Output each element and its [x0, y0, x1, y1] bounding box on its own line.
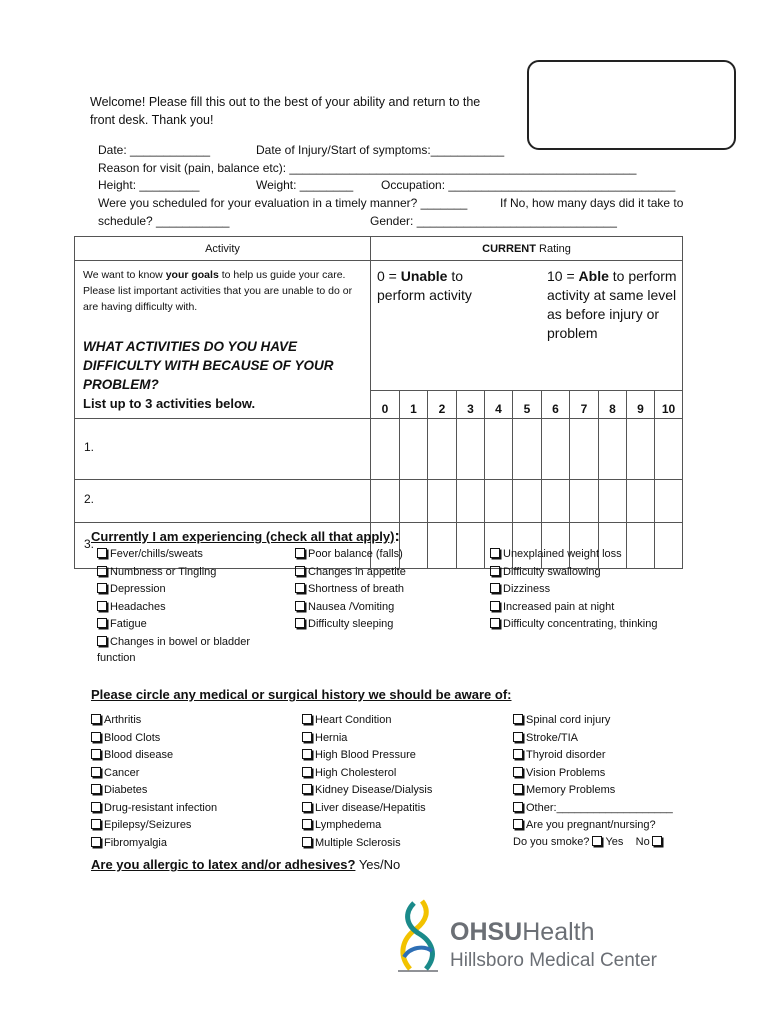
symptom-option-label: Changes in bowel or bladder — [110, 635, 251, 648]
symptom-option[interactable] — [295, 566, 406, 584]
logo-brand: OHSUHealth — [450, 918, 595, 946]
history-option[interactable] — [513, 714, 673, 732]
intro-text — [90, 93, 510, 129]
checkbox-icon[interactable] — [302, 837, 312, 847]
rating-cell[interactable] — [457, 419, 485, 480]
symptom-option[interactable] — [490, 601, 658, 619]
patient-label-box — [527, 60, 736, 150]
history-option[interactable] — [91, 767, 217, 785]
symptom-option-label: Shortness of breath — [308, 583, 405, 595]
checkbox-icon[interactable] — [295, 601, 305, 611]
history-option[interactable] — [91, 749, 217, 767]
activity-question: WHAT ACTIVITIES DO YOU HAVE DIFFICULTY WITH BECAUSE OF YOUR PROBLEM? — [83, 339, 334, 392]
symptom-option-label: Difficulty concentrating, thinking — [503, 618, 658, 630]
history-option-label: Blood disease — [104, 749, 174, 761]
checkbox-icon[interactable] — [302, 749, 312, 759]
rating-number: 1 — [400, 391, 428, 419]
checkbox-icon[interactable] — [490, 601, 500, 611]
symptom-option[interactable] — [97, 601, 250, 619]
rating-cell[interactable] — [627, 419, 655, 480]
injury-date-field[interactable]: Date of Injury/Start of symptoms:___________ — [256, 143, 505, 157]
checkbox-icon[interactable] — [91, 819, 101, 829]
checkbox-icon[interactable] — [302, 784, 312, 794]
history-option[interactable] — [513, 784, 673, 802]
symptom-option[interactable] — [97, 636, 250, 654]
rating-cell[interactable] — [655, 523, 683, 569]
rating-cell[interactable] — [542, 480, 570, 523]
checkbox-icon[interactable] — [91, 714, 101, 724]
history-option[interactable] — [91, 837, 217, 855]
symptoms-col-1 — [97, 548, 250, 653]
symptoms-col-2 — [295, 548, 406, 636]
history-option-label: Cancer — [104, 766, 140, 779]
scale-high-label: 10 = Able to perform activity at same level as before injury or problem — [547, 268, 677, 341]
history-option[interactable] — [513, 749, 673, 767]
history-col-1 — [91, 714, 217, 854]
rating-cell[interactable] — [627, 480, 655, 523]
symptom-option-label: Increased pain at night — [503, 600, 615, 613]
checkbox-icon[interactable] — [513, 732, 523, 742]
rating-cell[interactable] — [570, 480, 599, 523]
history-option[interactable] — [513, 732, 673, 750]
checkbox-icon[interactable] — [91, 802, 101, 812]
reason-field[interactable]: Reason for visit (pain, balance etc): ____________________________________________________ — [98, 161, 637, 175]
history-option-label: High Blood Pressure — [315, 749, 416, 761]
latex-question: Are you allergic to latex and/or adhesives? Yes/No — [91, 857, 401, 872]
checkbox-icon[interactable] — [513, 767, 523, 777]
rating-cell[interactable] — [400, 480, 428, 523]
rating-number: 9 — [627, 391, 655, 419]
activity-row — [75, 480, 683, 523]
history-option-label: Diabetes — [104, 784, 148, 796]
date-row — [98, 143, 505, 157]
rating-scale — [371, 261, 683, 391]
rating-cell[interactable] — [513, 480, 542, 523]
measure-row — [98, 178, 676, 192]
rating-cell[interactable] — [655, 419, 683, 480]
history-option[interactable] — [302, 767, 432, 785]
rating-number: 5 — [513, 391, 542, 419]
symptom-option[interactable] — [490, 618, 658, 636]
history-option-label: Fibromyalgia — [104, 836, 167, 849]
rating-number: 0 — [371, 391, 400, 419]
rating-cell[interactable] — [457, 480, 485, 523]
symptom-option[interactable] — [97, 548, 250, 566]
history-option[interactable] — [302, 749, 432, 767]
symptoms-heading: Currently I am experiencing (check all that apply): — [91, 528, 400, 545]
history-col-2 — [302, 714, 432, 854]
checkbox-icon[interactable] — [302, 714, 312, 724]
history-option[interactable] — [513, 767, 673, 785]
rating-header: CURRENT Rating — [371, 237, 683, 261]
activity-row-label[interactable]: 1. — [75, 419, 371, 480]
symptom-option-label: Difficulty sleeping — [308, 618, 394, 630]
symptom-option-label: Unexplained weight loss — [503, 548, 622, 560]
gender-field[interactable]: Gender: ______________________________ — [370, 214, 617, 228]
checkbox-icon[interactable] — [302, 819, 312, 829]
checkbox-icon[interactable] — [295, 618, 305, 628]
schedule-days-field[interactable]: schedule? ___________ — [98, 214, 230, 228]
symptom-option-label: Nausea /Vomiting — [308, 600, 395, 613]
symptom-option[interactable] — [295, 601, 406, 619]
rating-cell[interactable] — [513, 419, 542, 480]
height-field[interactable]: Height: _________ — [98, 178, 200, 192]
activity-rating-table — [74, 236, 683, 569]
symptom-option[interactable] — [295, 548, 406, 566]
history-option-label: Drug-resistant infection — [104, 801, 218, 814]
activity-header: Activity — [75, 237, 371, 261]
ohsu-emblem-icon — [392, 899, 444, 973]
checkbox-icon[interactable] — [295, 566, 305, 576]
symptom-option[interactable] — [97, 618, 250, 636]
history-option[interactable] — [91, 784, 217, 802]
symptom-option[interactable] — [97, 583, 250, 601]
checkbox-icon[interactable] — [295, 583, 305, 593]
intro-line-1: Welcome! Please fill this out to the best of your ability and return to the — [90, 95, 481, 109]
history-option[interactable] — [91, 732, 217, 750]
history-option[interactable] — [91, 819, 217, 837]
rating-number: 8 — [599, 391, 627, 419]
history-option[interactable] — [302, 714, 432, 732]
rating-cell[interactable] — [599, 419, 627, 480]
checkbox-icon[interactable] — [97, 566, 107, 576]
intro-line-2: front desk. Thank you! — [90, 113, 214, 127]
scheduled-field[interactable]: Were you scheduled for your evaluation in a timely manner? _______ — [98, 196, 468, 210]
checkbox-icon[interactable] — [490, 618, 500, 628]
symptom-option-label: Changes in appetite — [308, 565, 406, 578]
rating-number: 7 — [570, 391, 599, 419]
symptom-option-label: Fever/chills/sweats — [110, 548, 203, 560]
history-option-label: Are you pregnant/nursing? — [526, 819, 656, 831]
history-option[interactable] — [513, 819, 673, 837]
symptom-option-label: Depression — [110, 583, 166, 595]
symptom-option-label: Poor balance (falls) — [308, 548, 403, 560]
history-option-label: Kidney Disease/Dialysis — [315, 784, 433, 796]
scale-low-label: 0 = Unable to perform activity — [377, 268, 472, 303]
checkbox-icon[interactable] — [91, 784, 101, 794]
rating-cell[interactable] — [457, 523, 485, 569]
activity-row-label[interactable]: 2. — [75, 480, 371, 523]
history-option-label: Heart Condition — [315, 714, 392, 726]
checkbox-icon[interactable] — [490, 583, 500, 593]
checkbox-icon[interactable] — [91, 749, 101, 759]
symptom-option[interactable] — [490, 548, 658, 566]
activity-instructions: We want to know your goals to help us guide your care. Please list important activities that you are unable to do or are having difficulty with. WHAT ACTIVITIES DO YOU HAVE DIFFICULTY WITH BECAUSE OF YOUR PROBLEM? List up to 3 activities below. — [75, 261, 371, 419]
symptom-option[interactable] — [490, 566, 658, 584]
history-option-label: Other:___________________ — [526, 801, 673, 814]
checkbox-icon[interactable] — [490, 548, 500, 558]
smoke-no-checkbox[interactable] — [652, 836, 662, 846]
rating-cell[interactable] — [428, 523, 457, 569]
history-option[interactable] — [513, 802, 673, 820]
history-col-3 — [513, 714, 673, 837]
symptom-option[interactable] — [295, 583, 406, 601]
history-option-label: Spinal cord injury — [526, 714, 611, 726]
symptom-option-label: Numbness or Tingling — [110, 565, 217, 578]
history-option[interactable] — [302, 802, 432, 820]
ohsu-logo — [392, 899, 657, 978]
rating-cell[interactable] — [400, 419, 428, 480]
symptom-option[interactable] — [295, 618, 406, 636]
symptom-wrap-text: function — [97, 652, 136, 664]
symptom-option-label: Difficulty swallowing — [503, 565, 601, 578]
activity-row — [75, 419, 683, 480]
history-option-label: Stroke/TIA — [526, 731, 578, 744]
symptoms-col-3 — [490, 548, 658, 636]
rating-cell[interactable] — [428, 419, 457, 480]
rating-number: 4 — [485, 391, 513, 419]
symptom-option-label: Dizziness — [503, 583, 551, 595]
checkbox-icon[interactable] — [302, 767, 312, 777]
checkbox-icon[interactable] — [295, 548, 305, 558]
rating-number: 3 — [457, 391, 485, 419]
symptom-option[interactable] — [97, 566, 250, 584]
rating-number: 10 — [655, 391, 683, 419]
date-field[interactable]: Date: ____________ — [98, 143, 211, 157]
history-option-label: Epilepsy/Seizures — [104, 819, 192, 831]
history-option[interactable] — [91, 714, 217, 732]
list-label: List up to 3 activities below. — [83, 396, 256, 411]
rating-cell[interactable] — [371, 480, 400, 523]
checkbox-icon[interactable] — [513, 714, 523, 724]
rating-cell[interactable] — [599, 480, 627, 523]
history-option[interactable] — [302, 837, 432, 855]
checkbox-icon[interactable] — [490, 566, 500, 576]
checkbox-icon[interactable] — [97, 601, 107, 611]
schedule-row — [98, 214, 617, 228]
history-option-label: Arthritis — [104, 714, 142, 726]
history-option[interactable] — [302, 732, 432, 750]
occupation-field[interactable]: Occupation: __________________________________ — [381, 178, 676, 192]
history-option-label: Blood Clots — [104, 731, 161, 744]
activity-row-label[interactable]: 3. — [75, 523, 371, 569]
rating-cell[interactable] — [542, 419, 570, 480]
rating-number: 2 — [428, 391, 457, 419]
if-no-label: If No, how many days did it take to — [500, 196, 684, 210]
history-option-label: Hernia — [315, 731, 348, 744]
history-option-label: Liver disease/Hepatitis — [315, 801, 426, 814]
history-option-label: Multiple Sclerosis — [315, 836, 401, 849]
smoke-question: Do you smoke? Yes No — [513, 836, 665, 848]
rating-cell[interactable] — [428, 480, 457, 523]
rating-cell[interactable] — [570, 419, 599, 480]
history-option[interactable] — [91, 802, 217, 820]
history-option-label: Memory Problems — [526, 784, 616, 796]
scheduled-row — [98, 196, 684, 210]
checkbox-icon[interactable] — [513, 784, 523, 794]
checkbox-icon[interactable] — [302, 802, 312, 812]
checkbox-icon[interactable] — [513, 802, 523, 812]
history-option-label: Vision Problems — [526, 766, 606, 779]
symptom-option-label: Headaches — [110, 600, 166, 613]
weight-field[interactable]: Weight: ________ — [256, 178, 354, 192]
rating-number: 6 — [542, 391, 570, 419]
checkbox-icon[interactable] — [97, 636, 107, 646]
checkbox-icon[interactable] — [97, 548, 107, 558]
rating-cell[interactable] — [371, 419, 400, 480]
smoke-yes-checkbox[interactable] — [592, 836, 602, 846]
checkbox-icon[interactable] — [97, 583, 107, 593]
checkbox-icon[interactable] — [513, 749, 523, 759]
checkbox-icon[interactable] — [91, 732, 101, 742]
history-heading: Please circle any medical or surgical history we should be aware of: — [91, 687, 512, 702]
history-option-label: High Cholesterol — [315, 766, 397, 779]
rating-cell[interactable] — [485, 419, 513, 480]
symptom-option-label: Fatigue — [110, 618, 147, 630]
checkbox-icon[interactable] — [513, 819, 523, 829]
rating-cell[interactable] — [655, 480, 683, 523]
checkbox-icon[interactable] — [91, 837, 101, 847]
rating-cell[interactable] — [485, 480, 513, 523]
history-option-label: Lymphedema — [315, 819, 382, 831]
symptom-option[interactable] — [490, 583, 658, 601]
history-option[interactable] — [302, 819, 432, 837]
checkbox-icon[interactable] — [91, 767, 101, 777]
checkbox-icon[interactable] — [302, 732, 312, 742]
history-option-label: Thyroid disorder — [526, 749, 606, 761]
logo-location: Hillsboro Medical Center — [450, 950, 657, 971]
history-option[interactable] — [302, 784, 432, 802]
checkbox-icon[interactable] — [97, 618, 107, 628]
